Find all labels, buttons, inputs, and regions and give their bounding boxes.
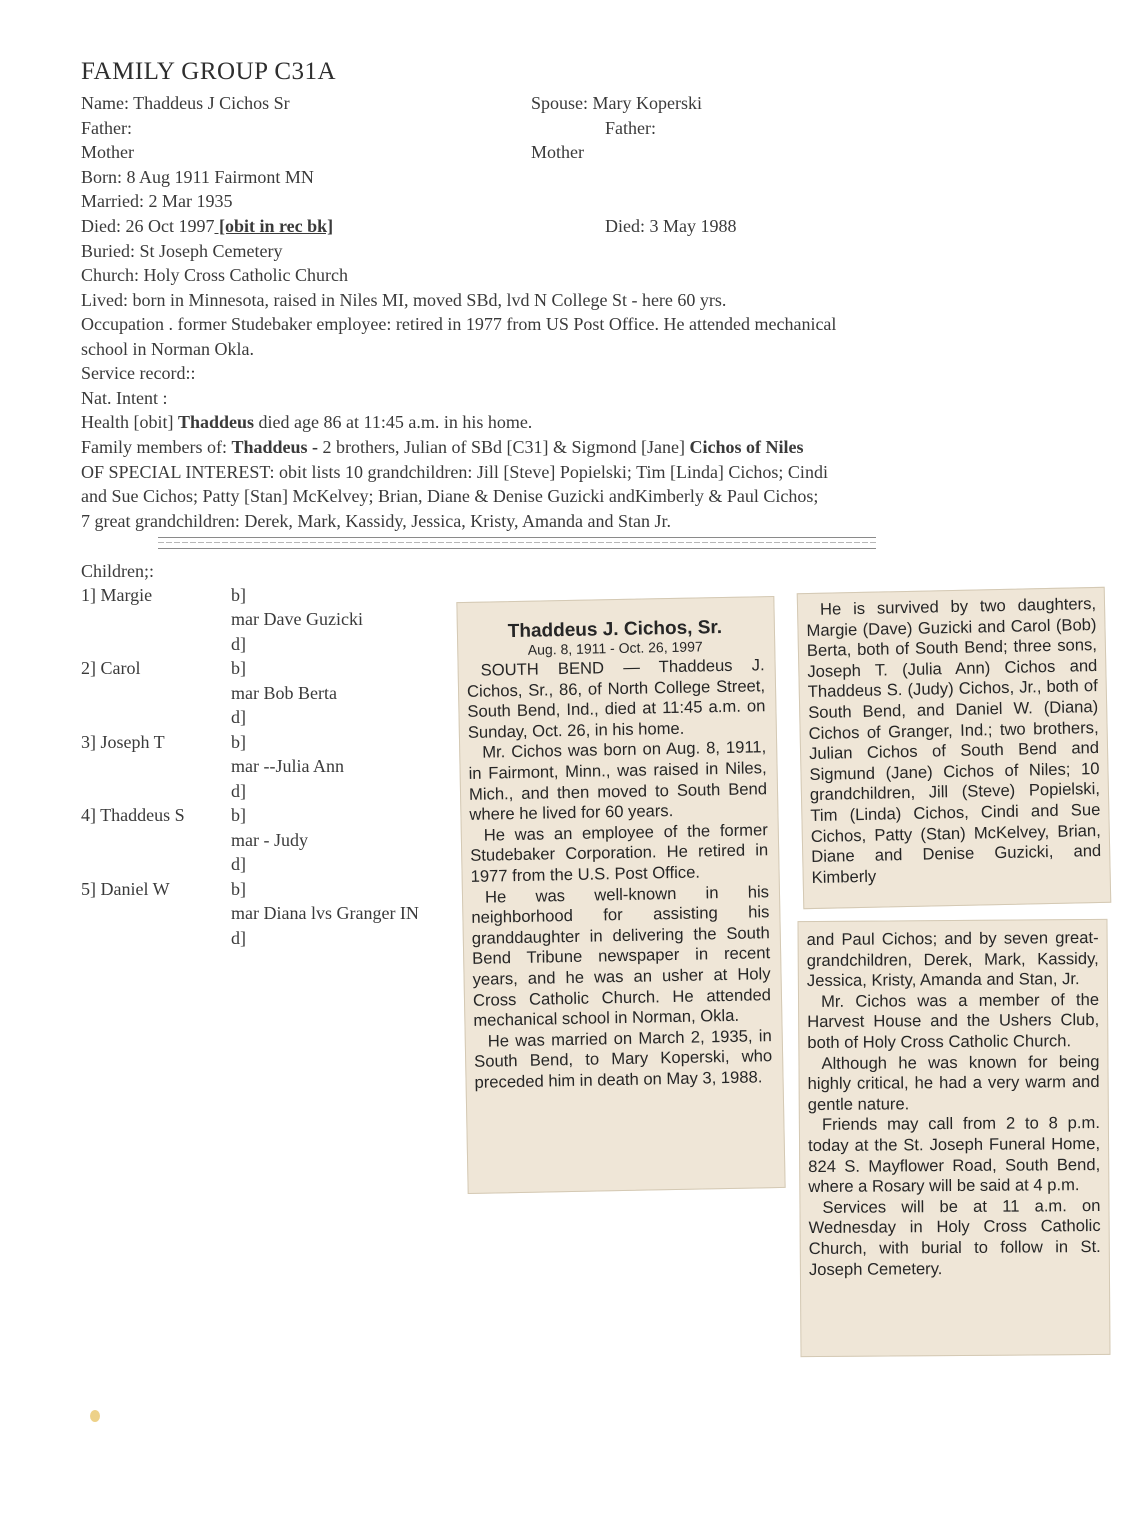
child-died: d] bbox=[231, 634, 246, 654]
obituary-paragraph: and Paul Cichos; and by seven great-grandchildren, Derek, Mark, Kassidy, Jessica, Kristy, Amanda and Stan, Jr. bbox=[806, 927, 1099, 991]
church-line: Church: Holy Cross Catholic Church bbox=[81, 265, 348, 285]
paper-stain bbox=[90, 1410, 100, 1422]
child-married: mar Dave Guzicki bbox=[231, 609, 363, 629]
child-name: 2] Carol bbox=[81, 658, 141, 678]
family-name: Thaddeus - bbox=[231, 437, 319, 457]
obituary-clipping-1 bbox=[456, 596, 785, 1194]
father-line: Father: bbox=[81, 118, 132, 138]
spouse-mother-line: Mother bbox=[531, 142, 584, 162]
obituary-paragraph: Mr. Cichos was born on Aug. 8, 1911, in Fairmont, Minn., was raised in Niles, Mich., and then moved to South Bend where he lived for 60 years. bbox=[468, 737, 768, 825]
died-line bbox=[81, 215, 333, 237]
obituary-paragraph: He was married on March 2, 1935, in South Bend, to Mary Koperski, who preceded him in death on May 3, 1988. bbox=[473, 1025, 773, 1092]
obituary-clipping-2 bbox=[797, 587, 1112, 909]
born-line: Born: 8 Aug 1911 Fairmont MN bbox=[81, 167, 314, 187]
obituary-clipping-3 bbox=[797, 919, 1110, 1357]
child-married: mar - Judy bbox=[231, 830, 308, 850]
family-surname: Cichos of Niles bbox=[689, 437, 804, 457]
nat-intent-line: Nat. Intent : bbox=[81, 388, 168, 408]
child-married: mar --Julia Ann bbox=[231, 756, 344, 776]
obituary-paragraph: Mr. Cichos was a member of the Harvest House and the Ushers Club, both of Holy Cross Catholic Church. bbox=[807, 989, 1100, 1052]
obit-note: [obit in rec bk] bbox=[214, 216, 334, 236]
family-members-line bbox=[81, 436, 804, 458]
child-born: b] bbox=[231, 658, 246, 678]
special-interest-line-3: 7 great grandchildren: Derek, Mark, Kassidy, Jessica, Kristy, Amanda and Stan Jr. bbox=[81, 511, 672, 531]
married-line: Married: 2 Mar 1935 bbox=[81, 191, 233, 211]
health-text: died age 86 at 11:45 a.m. in his home. bbox=[254, 412, 533, 432]
child-died: d] bbox=[231, 781, 246, 801]
obituary-paragraph: Friends may call from 2 to 8 p.m. today at the St. Joseph Funeral Home, 824 S. Mayflower Road, South Bend, where a Rosary will be said at 4 p.m. bbox=[807, 1113, 1101, 1197]
name-line: Name: Thaddeus J Cichos Sr bbox=[81, 93, 290, 113]
occupation-line: Occupation . former Studebaker employee: retired in 1977 from US Post Office. He attended mechanical bbox=[81, 314, 837, 334]
obituary-paragraph: He was an employee of the former Studebaker Corporation. He retired in 1977 from the U.S. Post Office. bbox=[470, 819, 769, 886]
divider bbox=[158, 537, 876, 549]
child-born: b] bbox=[231, 585, 246, 605]
child-married: mar Bob Berta bbox=[231, 683, 337, 703]
page-title: FAMILY GROUP C31A bbox=[81, 58, 337, 85]
special-interest-line-2: and Sue Cichos; Patty [Stan] McKelvey; Brian, Diane & Denise Guzicki andKimberly & Paul Cichos; bbox=[81, 486, 819, 506]
child-born: b] bbox=[231, 732, 246, 752]
child-died: d] bbox=[231, 928, 246, 948]
family-text: 2 brothers, Julian of SBd [C31] & Sigmond [Jane] bbox=[318, 437, 690, 457]
spouse-father-line: Father: bbox=[605, 118, 656, 138]
obituary-paragraph: Services will be at 11 a.m. on Wednesday in Holy Cross Catholic Church, with burial to follow in St. Joseph Cemetery. bbox=[808, 1195, 1101, 1279]
child-died: d] bbox=[231, 707, 246, 727]
child-born: b] bbox=[231, 879, 246, 899]
special-interest-line-1: OF SPECIAL INTEREST: obit lists 10 grandchildren: Jill [Steve] Popielski; Tim [Linda] Cichos; Cindi bbox=[81, 462, 828, 482]
child-name: 1] Margie bbox=[81, 585, 153, 605]
child-name: 4] Thaddeus S bbox=[81, 805, 185, 825]
buried-line: Buried: St Joseph Cemetery bbox=[81, 241, 283, 261]
obituary-paragraph: He was well-known in his neighborhood for assisting his granddaughter in delivering the South Bend Tribune newspaper in recent years, and he was an usher at Holy Cross Catholic Church. He attended mechanical school in Norman, Okla. bbox=[471, 881, 772, 1030]
obituary-dates: Aug. 8, 1911 - Oct. 26, 1997 bbox=[527, 638, 703, 658]
spouse-died-line: Died: 3 May 1988 bbox=[605, 216, 737, 236]
obituary-heading: Thaddeus J. Cichos, Sr. bbox=[507, 617, 723, 643]
health-prefix: Health [obit] bbox=[81, 412, 178, 432]
child-married: mar Diana lvs Granger IN bbox=[231, 903, 419, 923]
children-label: Children;: bbox=[81, 561, 154, 581]
obituary-paragraph: Although he was known for being highly critical, he had a very warm and gentle nature. bbox=[807, 1051, 1100, 1114]
health-line bbox=[81, 411, 532, 433]
mother-line: Mother bbox=[81, 142, 134, 162]
family-prefix: Family members of: bbox=[81, 437, 232, 457]
child-name: 5] Daniel W bbox=[81, 879, 170, 899]
health-name: Thaddeus bbox=[177, 412, 255, 432]
spouse-line: Spouse: Mary Koperski bbox=[531, 93, 702, 113]
child-name: 3] Joseph T bbox=[81, 732, 165, 752]
obituary-paragraph: SOUTH BEND — Thaddeus J. Cichos, Sr., 86, of North College Street, South Bend, Ind., died at 11:45 a.m. on Sunday, Oct. 26, in his home. bbox=[466, 655, 766, 742]
service-record-line: Service record:: bbox=[81, 363, 196, 383]
died-date: Died: 26 Oct 1997 bbox=[81, 216, 215, 236]
lived-line: Lived: born in Minnesota, raised in Niles MI, moved SBd, lvd N College St - here 60 yrs. bbox=[81, 290, 727, 310]
occupation-line-2: school in Norman Okla. bbox=[81, 339, 254, 359]
child-died: d] bbox=[231, 854, 246, 874]
obituary-paragraph: He is survived by two daughters, Margie (Dave) Guzicki and Carol (Bob) Berta, both of South Bend; three sons, Joseph T. (Julia Ann) Cichos and Thaddeus S. (Judy) Cichos, Jr., both of South Bend, and Daniel W. (Diana) Cichos of Granger, Ind.; two brothers, Julian Cichos of South Bend and Sigmund (Jane) Cichos of Niles; 10 grandchildren, Jill (Steve) Popielski, Tim (Linda) Cichos, Cindi and Sue Cichos, Patty (Stan) McKelvey, Brian, Diane and Denise Guzicki, and Kimberly bbox=[806, 593, 1102, 887]
child-born: b] bbox=[231, 805, 246, 825]
